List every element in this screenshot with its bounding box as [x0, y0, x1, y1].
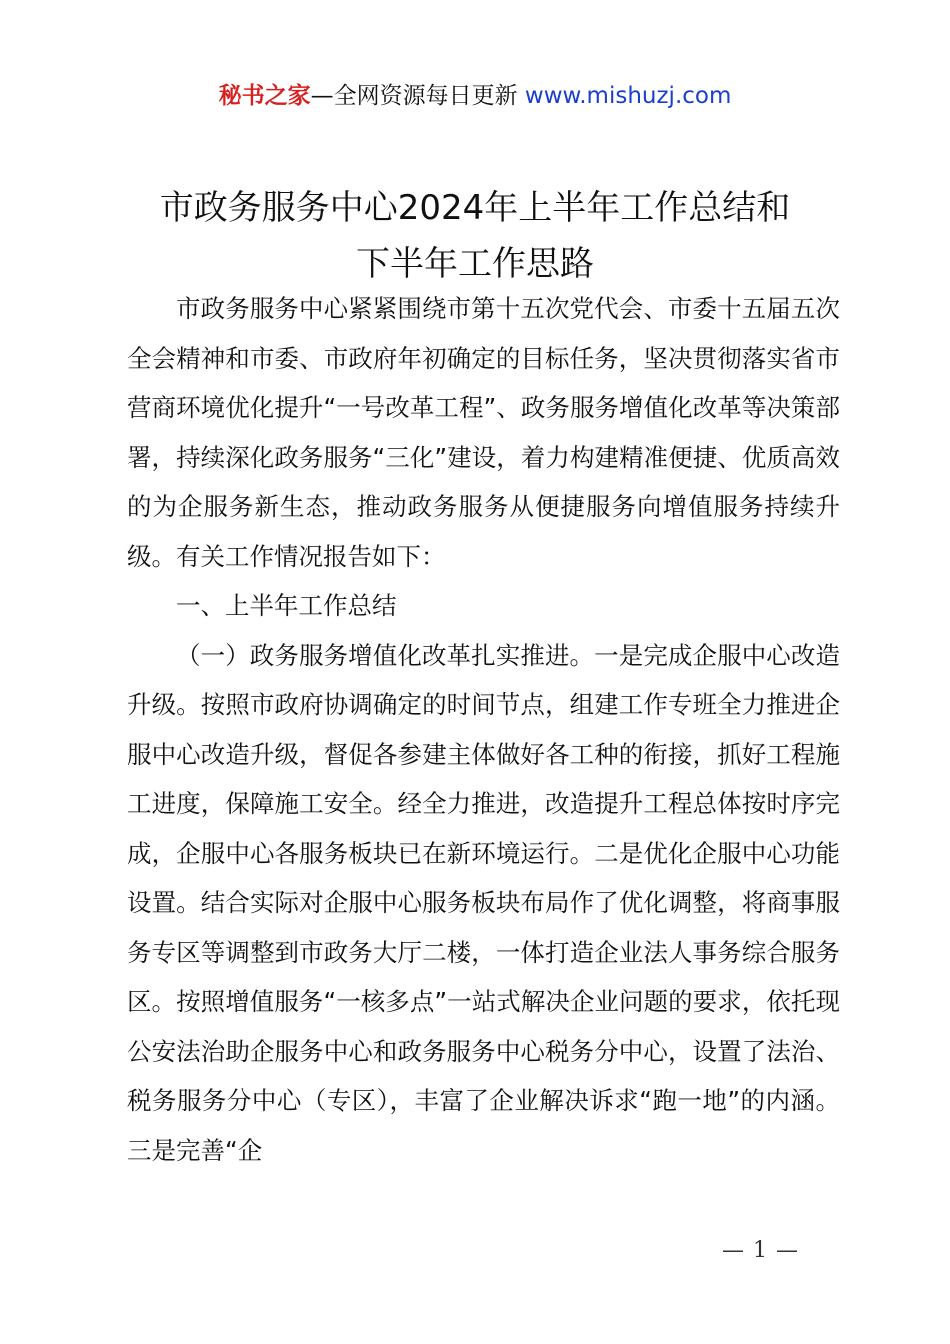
header-slogan: —全网资源每日更新 [310, 83, 525, 109]
document-body [127, 284, 840, 1175]
site-header [0, 80, 950, 112]
brand-name: 秘书之家 [218, 83, 311, 109]
document-title [0, 180, 950, 292]
intro-paragraph: 市政务服务中心紧紧围绕市第十五次党代会、市委十五届五次全会精神和市委、市政府年初确定的目标任务，坚决贯彻落实省市营商环境优化提升“一号改革工程”、政务服务增值化改革等决策部署，持续深化政务服务“三化”建设，着力构建精准便捷、优质高效的为企服务新生态，推动政务服务从便捷服务向增值服务持续升级。有关工作情况报告如下： [127, 294, 840, 571]
section-heading: 一、上半年工作总结 [176, 591, 397, 620]
title-line-1: 市政务服务中心2024年上半年工作总结和 [159, 188, 791, 228]
page-number: — 1 — [722, 1238, 799, 1263]
title-line-2: 下半年工作思路 [356, 244, 594, 284]
body-paragraph: （一）政务服务增值化改革扎实推进。一是完成企服中心改造升级。按照市政府协调确定的时间节点，组建工作专班全力推进企服中心改造升级，督促各参建主体做好各工种的衔接，抓好工程施工进度，保障施工安全。经全力推进，改造提升工程总体按时序完成，企服中心各服务板块已在新环境运行。二是优化企服中心功能设置。结合实际对企服中心服务板块布局作了优化调整，将商事服务专区等调整到市政务大厅二楼，一体打造企业法人事务综合服务区。按照增值服务“一核多点”一站式解决企业问题的要求，依托现公安法治助企服务中心和政务服务中心税务分中心，设置了法治、税务服务分中心（专区），丰富了企业解决诉求“跑一地”的内涵。三是完善“企 [127, 640, 840, 1165]
site-url[interactable]: www.mishuzj.com [524, 83, 732, 109]
